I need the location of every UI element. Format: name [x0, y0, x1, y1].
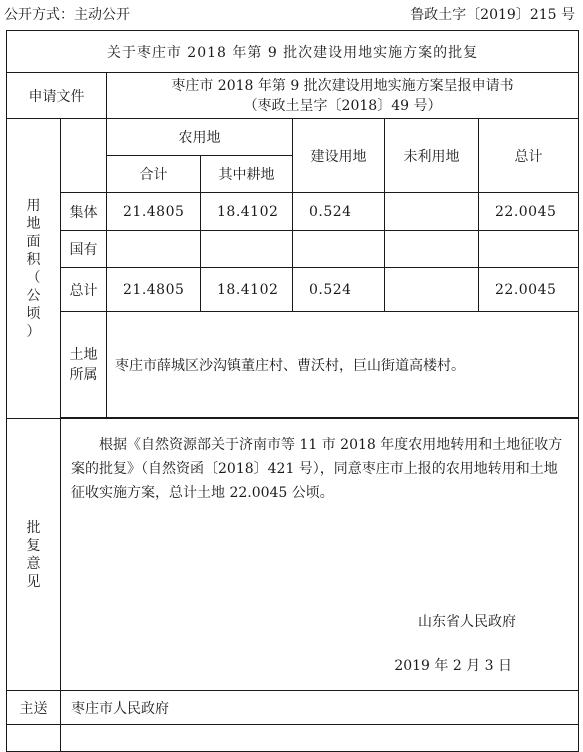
- row-label: 集体: [61, 193, 107, 231]
- table-row: [7, 193, 579, 231]
- cell-construction: 0.524: [293, 193, 385, 231]
- col-header-arable: 其中耕地: [201, 156, 293, 193]
- cell-agri-total: 21.4805: [107, 193, 201, 231]
- cell-agri-total: [107, 231, 201, 268]
- signature: 山东省人民政府: [418, 614, 517, 630]
- cell-arable: [201, 231, 293, 268]
- application-line-2: （枣政土呈字〔2018〕49 号）: [243, 97, 442, 114]
- col-header-total: 总计: [479, 119, 579, 193]
- row-label: 总计: [61, 268, 107, 312]
- continuation-label: [7, 725, 61, 752]
- owner-label: 土地 所属: [61, 312, 107, 418]
- owner-value: 枣庄市薛城区沙沟镇董庄村、曹沃村，巨山街道高楼村。: [107, 312, 579, 418]
- continuation-value: [61, 725, 579, 752]
- cell-unused: [385, 231, 479, 268]
- col-header-construction: 建设用地: [293, 119, 385, 193]
- cell-unused: [385, 193, 479, 231]
- cell-total: [479, 231, 579, 268]
- cell-construction: [293, 231, 385, 268]
- cell-arable: 18.4102: [201, 193, 293, 231]
- document-number: 鲁政土字〔2019〕215 号: [410, 7, 575, 23]
- application-label: 申请文件: [7, 73, 107, 119]
- area-label: 用 地 面 积 （ 公 顷 ）: [7, 119, 61, 419]
- row-label-spacer: [61, 119, 107, 193]
- cell-total: 22.0045: [479, 268, 579, 312]
- table-row: [7, 231, 579, 268]
- cell-arable: 18.4102: [201, 268, 293, 312]
- recipient-label: 主送: [7, 691, 61, 725]
- disclosure-method: 公开方式：主动公开: [4, 7, 130, 23]
- opinion-label: 批 复 意 见: [7, 419, 61, 691]
- opinion-body: 根据《自然资源部关于济南市等 11 市 2018 年度农用地转用和土地征收方案的批复》（自然资函〔2018〕421 号），同意枣庄市上报的农用地转用和土地征收实施方案，总计土地 22.0045 公顷。: [71, 437, 563, 501]
- cell-unused: [385, 268, 479, 312]
- recipient-value: 枣庄市人民政府: [61, 691, 579, 725]
- approval-table: [6, 30, 579, 752]
- table-row: [7, 268, 579, 312]
- col-header-agri-total: 合计: [107, 156, 201, 193]
- cell-construction: 0.524: [293, 268, 385, 312]
- opinion-content: [61, 419, 579, 691]
- signature-date: 2019 年 2 月 3 日: [394, 658, 513, 674]
- application-line-1: 枣庄市 2018 年第 9 批次建设用地实施方案呈报申请书: [171, 77, 514, 94]
- row-label: 国有: [61, 231, 107, 268]
- cell-total: 22.0045: [479, 193, 579, 231]
- document-title: 关于枣庄市 2018 年第 9 批次建设用地实施方案的批复: [7, 31, 579, 73]
- col-header-agri: 农用地: [107, 119, 293, 156]
- application-value: [107, 73, 579, 119]
- col-header-unused: 未利用地: [385, 119, 479, 193]
- cell-agri-total: 21.4805: [107, 268, 201, 312]
